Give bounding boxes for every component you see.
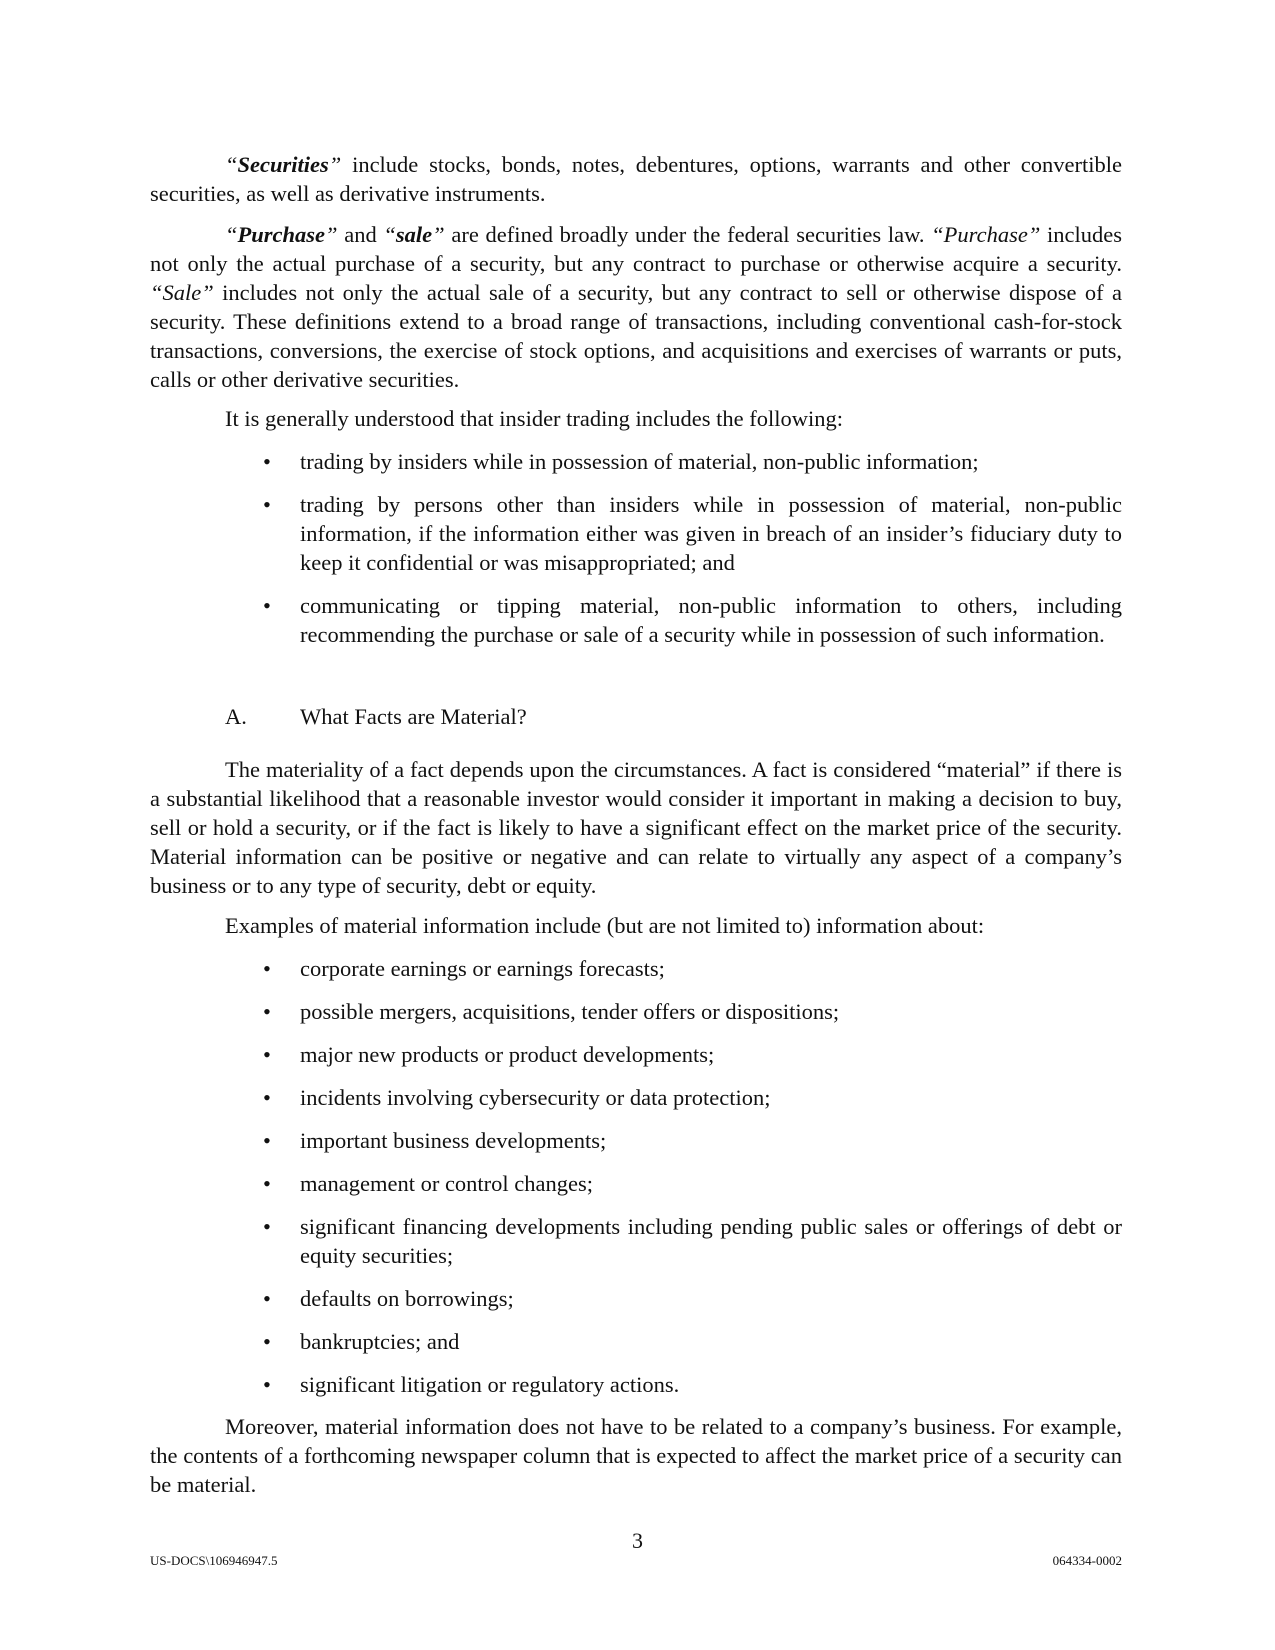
bullet-icon: • xyxy=(263,593,271,618)
bullet-icon: • xyxy=(263,1372,271,1397)
paragraph-moreover: Moreover, material information does not have to be related to a company’s business. For example, the contents of a forthcoming newspaper column that is expected to affect the market price of a security can be material. xyxy=(150,1414,1122,1497)
bullet-item xyxy=(263,1284,1122,1313)
bullet-icon: • xyxy=(263,1085,271,1110)
term-sale: “sale” xyxy=(383,222,445,247)
footer-matter-number: 064334-0002 xyxy=(1052,1553,1122,1568)
bullet-text: defaults on borrowings; xyxy=(300,1286,514,1311)
bullet-text: possible mergers, acquisitions, tender offers or dispositions; xyxy=(300,999,840,1024)
text: includes not only the actual purchase of a security, but any contract to purchase or otherwise acquire a security. xyxy=(150,222,1122,276)
bullet-icon: • xyxy=(263,1214,271,1239)
bullet-text: incidents involving cybersecurity or data protection; xyxy=(300,1085,771,1110)
bullet-text: trading by insiders while in possession of material, non-public information; xyxy=(300,449,979,474)
section-letter: A. xyxy=(225,704,247,729)
text: includes not only the actual sale of a security, but any contract to sell or otherwise dispose of a security. These definitions extend to a broad range of transactions, including conventional cash-for-stock transactions, conversions, the exercise of stock options, and acquisitions and exercises of warrants or puts, calls or other derivative securities. xyxy=(150,280,1122,392)
bullet-text: important business developments; xyxy=(300,1128,607,1153)
bullet-icon: • xyxy=(263,1286,271,1311)
text: include stocks, bonds, notes, debentures, options, warrants and other convertible securities, as well as derivative instruments. xyxy=(150,152,1122,206)
bullet-item xyxy=(263,490,1122,577)
section-heading xyxy=(225,702,527,731)
bullet-item xyxy=(263,997,1122,1026)
bullet-item xyxy=(263,591,1122,649)
bullet-item xyxy=(263,1212,1122,1270)
bullet-item xyxy=(263,1370,1122,1399)
bullet-text: communicating or tipping material, non-public information to others, including recommending the purchase or sale of a security while in possession of such information. xyxy=(300,593,1122,647)
bullet-item xyxy=(263,1169,1122,1198)
bullet-text: bankruptcies; and xyxy=(300,1329,460,1354)
bullet-item xyxy=(263,447,1122,476)
bullet-text: major new products or product developments; xyxy=(300,1042,715,1067)
bullet-text: significant financing developments including pending public sales or offerings of debt or equity securities; xyxy=(300,1214,1122,1268)
bullet-icon: • xyxy=(263,449,271,474)
bullet-text: trading by persons other than insiders while in possession of material, non-public information, if the information either was given in breach of an insider’s fiduciary duty to keep it confidential or was misappropriated; and xyxy=(300,492,1122,575)
paragraph-insider-trading-intro: It is generally understood that insider trading includes the following: xyxy=(225,406,843,431)
bullet-icon: • xyxy=(263,999,271,1024)
paragraph-materiality: The materiality of a fact depends upon the circumstances. A fact is considered “material” if there is a substantial likelihood that a reasonable investor would consider it important in making a decision to buy, sell or hold a security, or if the fact is likely to have a significant effect on the market price of the security. Material information can be positive or negative and can relate to virtually any aspect of a company’s business or to any type of security, debt or equity. xyxy=(150,757,1122,898)
bullet-item xyxy=(263,1040,1122,1069)
bullet-icon: • xyxy=(263,1171,271,1196)
bullet-text: management or control changes; xyxy=(300,1171,594,1196)
paragraph-purchase-sale xyxy=(150,220,1122,394)
bullet-icon: • xyxy=(263,1329,271,1354)
bullet-icon: • xyxy=(263,1128,271,1153)
term-purchase: “Purchase” xyxy=(225,222,338,247)
text: are defined broadly under the federal securities law. xyxy=(444,222,932,247)
bullet-icon: • xyxy=(263,492,271,517)
bullet-icon: • xyxy=(263,1042,271,1067)
term-sale-italic: “Sale” xyxy=(150,280,214,305)
text: and xyxy=(337,222,384,247)
bullet-item xyxy=(263,1083,1122,1112)
paragraph-examples-intro: Examples of material information include (but are not limited to) information about: xyxy=(225,913,985,938)
paragraph-securities-definition xyxy=(150,150,1122,208)
bullet-item xyxy=(263,1327,1122,1356)
bullet-text: significant litigation or regulatory actions. xyxy=(300,1372,680,1397)
term-securities: “Securities” xyxy=(225,152,342,177)
page-number: 3 xyxy=(632,1528,643,1553)
bullet-item xyxy=(263,954,1122,983)
term-purchase-italic: “Purchase” xyxy=(931,222,1041,247)
bullet-item xyxy=(263,1126,1122,1155)
section-title: What Facts are Material? xyxy=(300,704,527,729)
bullet-icon: • xyxy=(263,956,271,981)
footer-doc-id: US-DOCS\106946947.5 xyxy=(150,1553,278,1568)
bullet-text: corporate earnings or earnings forecasts; xyxy=(300,956,665,981)
